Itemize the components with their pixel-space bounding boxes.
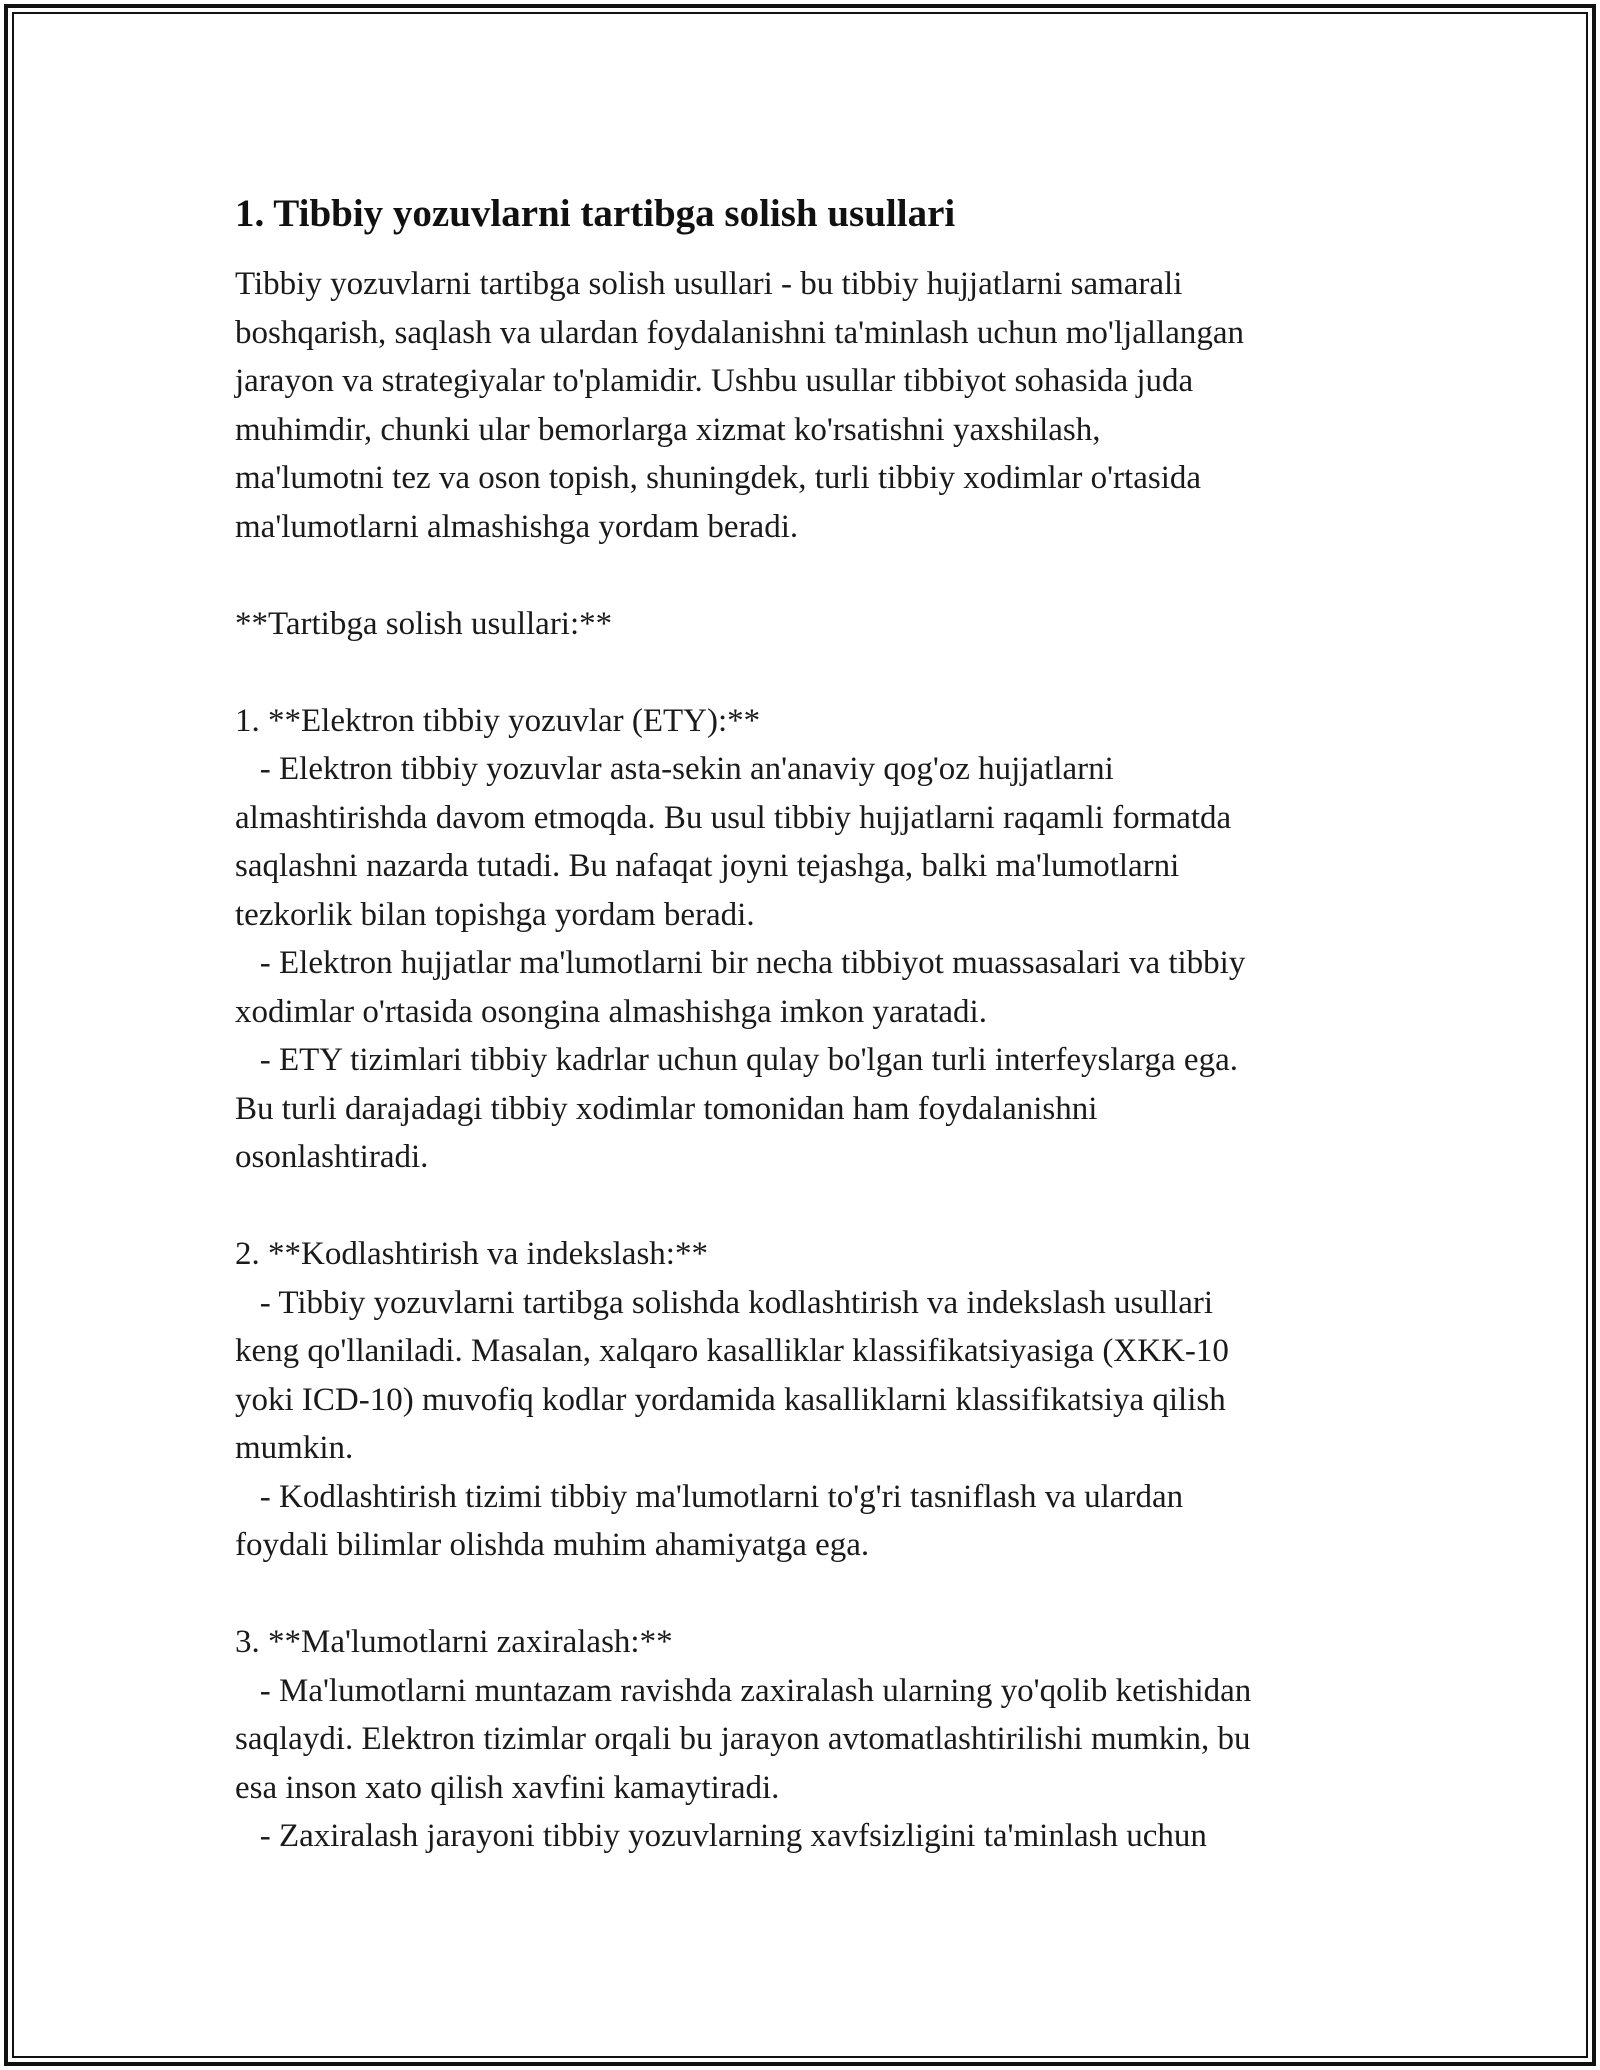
text-line: xodimlar o'rtasida osongina almashishga imkon yaratadi. [235,993,987,1030]
text-line: almashtirishda davom etmoqda. Bu usul tibbiy hujjatlarni raqamli formatda [235,799,1232,836]
text-line: - Zaxiralash jarayoni tibbiy yozuvlarning xavfsizligini ta'minlash uchun [235,1818,1207,1854]
text-line: saqlaydi. Elektron tizimlar orqali bu jarayon avtomatlashtirilishi mumkin, bu [235,1721,1251,1757]
document-text [235,260,1375,1861]
text-line: yoki ICD-10) muvofiq kodlar yordamida kasalliklarni klassifikatsiya qilish [235,1381,1226,1418]
text-line: jarayon va strategiyalar to'plamidir. Ushbu usullar tibbiyot sohasida juda [235,363,1194,399]
text-line: 1. **Elektron tibbiy yozuvlar (ETY):** [235,702,761,739]
text-line: - Kodlashtirish tizimi tibbiy ma'lumotlarni to'g'ri tasniflash va ulardan [235,1478,1184,1515]
text-line: boshqarish, saqlash va ulardan foydalanishni ta'minlash uchun mo'ljallangan [235,314,1244,351]
document-title: 1. Tibbiy yozuvlarni tartibga solish usullari [235,192,956,235]
blank-line [235,1182,1375,1231]
blank-line [235,648,1375,697]
blank-line [235,551,1375,600]
text-line: muhimdir, chunki ular bemorlarga xizmat ko'rsatishni yaxshilash, [235,411,1101,448]
text-line: Tibbiy yozuvlarni tartibga solish usullari - bu tibbiy hujjatlarni samarali [235,266,1183,302]
text-line: Bu turli darajadagi tibbiy xodimlar tomonidan ham foydalanishni [235,1090,1098,1127]
text-line: mumkin. [235,1430,354,1466]
blank-line [235,1570,1375,1619]
text-line: **Tartibga solish usullari:** [235,605,613,642]
text-line: ma'lumotni tez va oson topish, shuningdek, turli tibbiy xodimlar o'rtasida [235,460,1202,496]
text-line: 3. **Ma'lumotlarni zaxiralash:** [235,1624,673,1660]
text-line: foydali bilimlar olishda muhim ahamiyatga ega. [235,1527,870,1563]
text-line: - ETY tizimlari tibbiy kadrlar uchun qulay bo'lgan turli interfeyslarga ega. [235,1042,1238,1078]
document-body [235,190,1375,1861]
text-line: esa inson xato qilish xavfini kamaytiradi. [235,1769,780,1806]
text-line: osonlashtiradi. [235,1139,429,1175]
text-line: 2. **Kodlashtirish va indekslash:** [235,1236,708,1272]
text-line: - Elektron tibbiy yozuvlar asta-sekin an'anaviy qog'oz hujjatlarni [235,751,1114,787]
text-line: tezkorlik bilan topishga yordam beradi. [235,896,755,933]
text-line: - Ma'lumotlarni muntazam ravishda zaxiralash ularning yo'qolib ketishidan [235,1672,1252,1709]
text-line: - Elektron hujjatlar ma'lumotlarni bir necha tibbiyot muassasalari va tibbiy [235,945,1246,981]
text-line: ma'lumotlarni almashishga yordam beradi. [235,508,799,545]
text-line: keng qo'llaniladi. Masalan, xalqaro kasalliklar klassifikatsiyasiga (XKK-10 [235,1333,1229,1369]
text-line: saqlashni nazarda tutadi. Bu nafaqat joyni tejashga, balki ma'lumotlarni [235,848,1180,884]
text-line: - Tibbiy yozuvlarni tartibga solishda kodlashtirish va indekslash usullari [235,1284,1213,1321]
